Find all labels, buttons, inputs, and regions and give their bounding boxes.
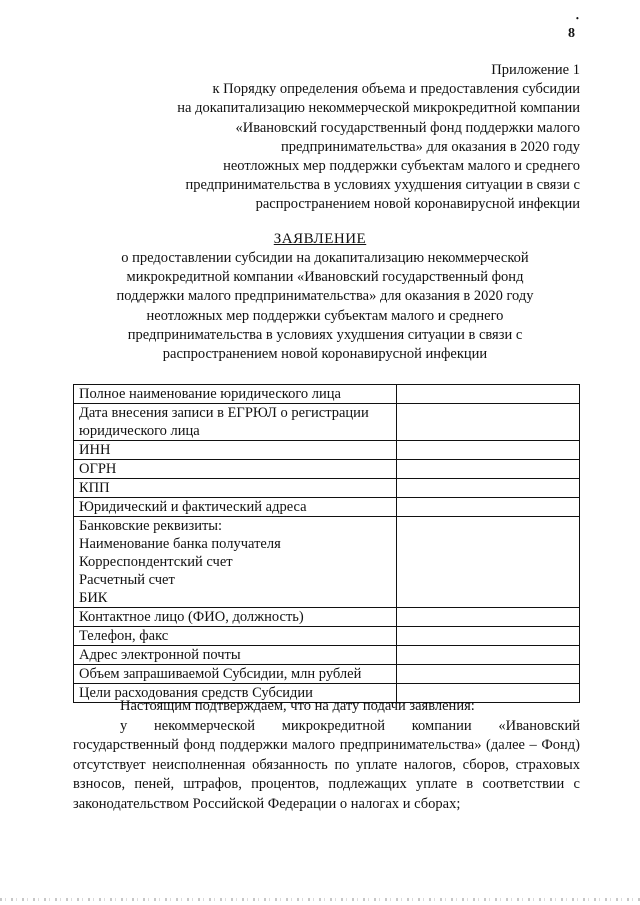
field-value-full-name[interactable] xyxy=(397,385,580,404)
appendix-line: к Порядку определения объема и предоставления субсидии xyxy=(212,81,580,98)
bik-label: БИК xyxy=(79,590,108,606)
subtitle-line: предпринимательства в условиях ухудшения ситуации в связи с xyxy=(127,326,523,343)
appendix-line: Приложение 1 xyxy=(491,62,580,78)
appendix-line: на докапитализацию некоммерческой микрокредитной компании xyxy=(177,100,580,117)
page-number: 8 • xyxy=(568,26,575,42)
field-label-ogrn: ОГРН xyxy=(74,460,397,479)
table-row xyxy=(74,498,580,517)
field-label-inn: ИНН xyxy=(74,441,397,460)
confirmation-clause: у некоммерческой микрокредитной компании «Ивановский государственный фонд поддержки малого предпринимательства» (далее – Фонд) отсутствует неисполненная обязанность по уплате налогов, сборов, страховых взносов, пеней, штрафов, процентов, подлежащих уплате в соответствии с законодательством Российской Федерации о налогах и сборах; xyxy=(73,717,580,812)
subtitle-line: микрокредитной компании «Ивановский государственный фонд xyxy=(126,269,524,286)
field-label-email: Адрес электронной почты xyxy=(74,646,397,665)
table-row xyxy=(74,646,580,665)
bank-name-label: Наименование банка получателя xyxy=(79,536,281,552)
table-row xyxy=(74,441,580,460)
table-row xyxy=(74,517,580,608)
field-label-egrul-date: Дата внесения записи в ЕГРЮЛ о регистрации юридического лица xyxy=(74,404,397,441)
field-value-inn[interactable] xyxy=(397,441,580,460)
field-value-ogrn[interactable] xyxy=(397,460,580,479)
field-label-subsidy-amount: Объем запрашиваемой Субсидии, млн рублей xyxy=(74,665,397,684)
field-value-phone-fax[interactable] xyxy=(397,627,580,646)
appendix-line: предпринимательства» для оказания в 2020 году xyxy=(281,138,580,155)
appendix-line: предпринимательства в условиях ухудшения ситуации в связи с xyxy=(185,177,580,194)
field-label-phone-fax: Телефон, факс xyxy=(74,627,397,646)
field-value-addresses[interactable] xyxy=(397,498,580,517)
field-label-kpp: КПП xyxy=(74,479,397,498)
table-row xyxy=(74,385,580,404)
statement-title: ЗАЯВЛЕНИЕ xyxy=(273,231,367,247)
statement-body xyxy=(73,697,580,814)
table-row xyxy=(74,460,580,479)
field-value-bank-details[interactable] xyxy=(397,517,580,608)
subtitle-line: о предоставлении субсидии на докапитализацию некоммерческой xyxy=(121,250,529,266)
table-row xyxy=(74,404,580,441)
table-row xyxy=(74,608,580,627)
scan-artifact xyxy=(0,898,640,901)
appendix-line: неотложных мер поддержки субъектам малого и среднего xyxy=(223,158,580,175)
field-label-full-name: Полное наименование юридического лица xyxy=(74,385,397,404)
subtitle-line: поддержки малого предпринимательства» для оказания в 2020 году xyxy=(116,288,534,305)
field-value-contact-person[interactable] xyxy=(397,608,580,627)
confirmation-intro: Настоящим подтверждаем, что на дату подачи заявления: xyxy=(120,698,475,714)
application-form-table xyxy=(73,384,580,703)
field-label-bank-details xyxy=(74,517,397,608)
field-value-email[interactable] xyxy=(397,646,580,665)
statement-subtitle xyxy=(90,249,560,364)
settlement-account-label: Расчетный счет xyxy=(79,572,175,588)
subtitle-line: неотложных мер поддержки субъектам малого и среднего xyxy=(146,307,504,324)
bank-details-heading: Банковские реквизиты: xyxy=(79,518,223,534)
table-row xyxy=(74,479,580,498)
appendix-line: «Ивановский государственный фонд поддержки малого xyxy=(235,119,580,136)
field-label-addresses: Юридический и фактический адреса xyxy=(74,498,397,517)
subtitle-line: распространением новой коронавирусной инфекции xyxy=(162,346,488,363)
appendix-header xyxy=(110,61,580,215)
appendix-line: распространением новой коронавирусной инфекции xyxy=(255,196,580,213)
table-row xyxy=(74,627,580,646)
field-value-egrul-date[interactable] xyxy=(397,404,580,441)
field-value-subsidy-amount[interactable] xyxy=(397,665,580,684)
field-label-contact-person: Контактное лицо (ФИО, должность) xyxy=(74,608,397,627)
field-label-subsidy-purpose: Цели расходования средств Субсидии xyxy=(74,684,397,703)
table-row xyxy=(74,665,580,684)
field-value-kpp[interactable] xyxy=(397,479,580,498)
correspondent-account-label: Корреспондентский счет xyxy=(79,554,233,570)
